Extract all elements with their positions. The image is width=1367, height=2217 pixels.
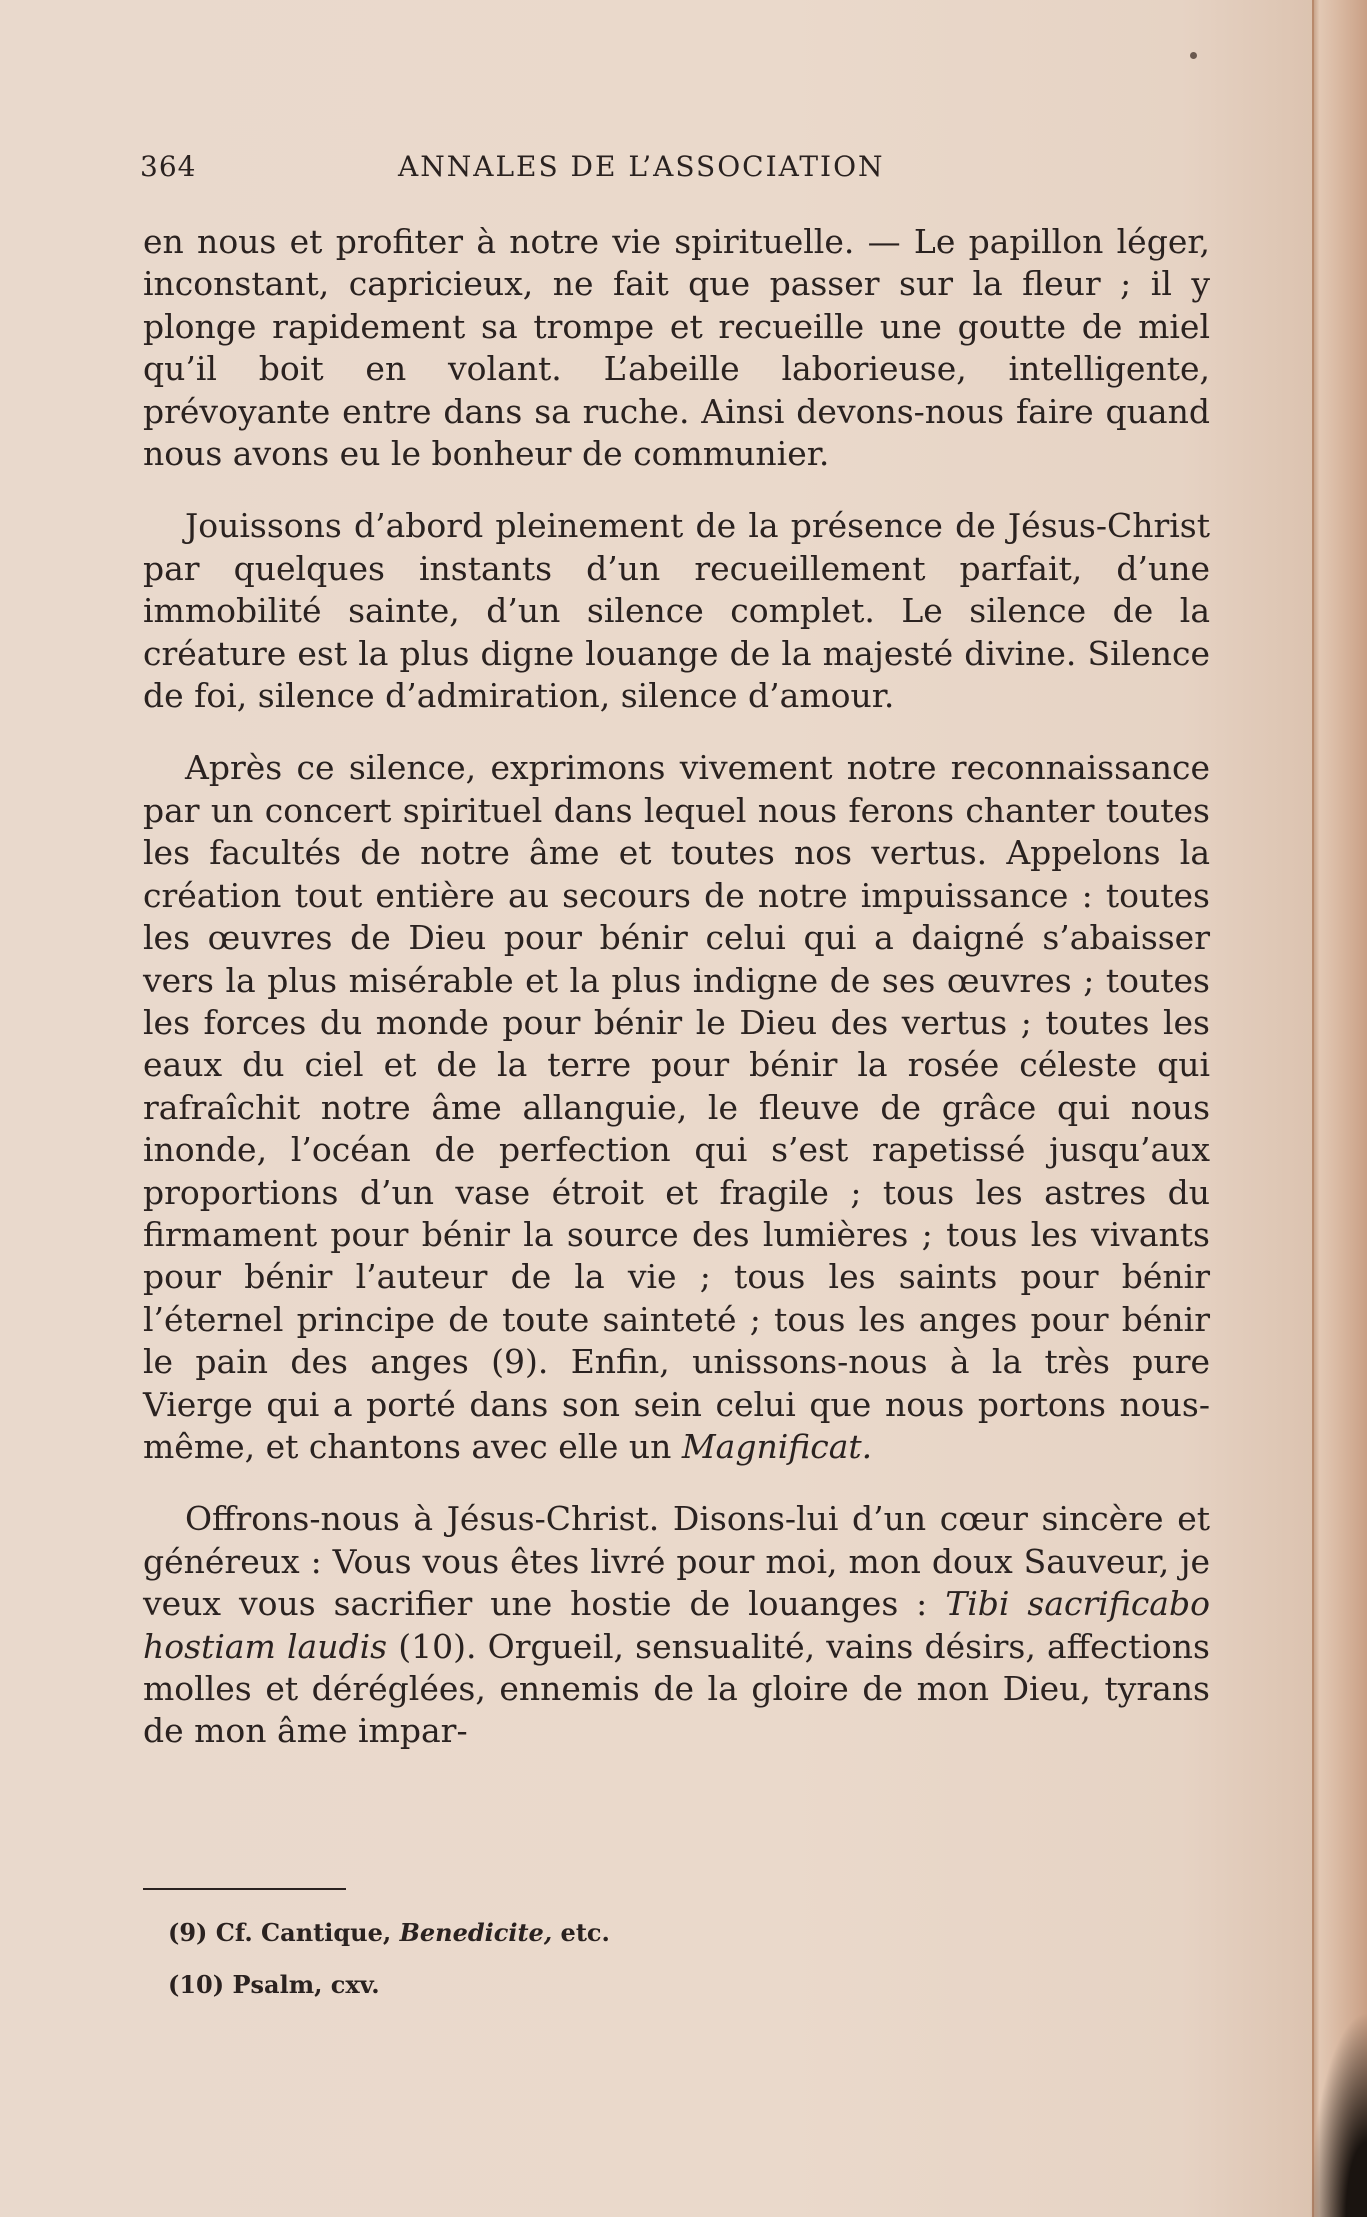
footnote-9-italic: Benedicite, <box>399 1918 553 1947</box>
page-corner-shadow <box>1300 1977 1367 2217</box>
paragraph-1: en nous et profiter à notre vie spirituelle. — Le papillon léger, inconstant, capricieux, ne fait que passer sur la fleur ; il y plonge rapidement sa trompe et recueille une goutte de miel qu’il boit en volant. L’abeille laborieuse, intelligente, prévoyante entre dans sa ruche. Ainsi devons-nous faire quand nous avons eu le bonheur de communier. <box>143 222 1210 474</box>
page-edge <box>1312 0 1367 2217</box>
paragraph-2: Jouissons d’abord pleinement de la présence de Jésus-Christ par quelques instants d’un recueillement parfait, d’une immobilité sainte, d’un silence complet. Le silence de la créature est la plus digne louange de la majesté divine. Silence de foi, silence d’admiration, silence d’amour. <box>143 506 1210 716</box>
footnote-10: (10) Psalm, cxv. <box>168 1970 380 1999</box>
paragraph-4-text: Offrons-nous à Jésus-Christ. Disons-lui d’un cœur sincère et généreux : Vous vous êtes livré pour moi, mon doux Sauveur, je veux vous sacrifier une hostie de louanges : <box>143 1499 1210 1624</box>
footnote-rule <box>143 1888 346 1890</box>
page-header <box>140 150 1210 190</box>
running-head: ANNALES DE L’ASSOCIATION <box>398 150 885 183</box>
paragraph-4-continuation: (10). Orgueil, sensualité, vains désirs, affections molles et déréglées, ennemis de la gloire de mon Dieu, tyrans de mon âme impar- <box>143 1626 1210 1751</box>
ink-speck <box>1190 52 1197 59</box>
footnote-9-prefix: (9) Cf. Cantique, <box>168 1918 400 1947</box>
magnificat-italic: Magnificat. <box>681 1426 873 1466</box>
page-number: 364 <box>140 150 197 183</box>
footnote-9 <box>168 1918 610 1947</box>
body-text <box>143 221 1210 1753</box>
paragraph-3 <box>143 747 1210 1468</box>
paragraph-4 <box>143 1498 1210 1752</box>
footnote-9-suffix: etc. <box>552 1918 610 1947</box>
tibi-italic: Tibi sacrificabo hostiam laudis <box>143 1584 1210 1666</box>
paragraph-3-text: Après ce silence, exprimons vivement notre reconnaissance par un concert spirituel dans lequel nous ferons chanter toutes les facultés de notre âme et toutes nos vertus. Appelons la création tout entière au secours de notre impuissance : toutes les œuvres de Dieu pour bénir celui qui a daigné s’abaisser vers la plus misérable et la plus indigne de ses œuvres ; toutes les forces du monde pour bénir le Dieu des vertus ; toutes les eaux du ciel et de la terre pour bénir la rosée céleste qui rafraîchit notre âme allanguie, le fleuve de grâce qui nous inonde, l’océan de perfection qui s’est rapetissé jusqu’aux proportions d’un vase étroit et fragile ; tous les astres du firmament pour bénir la source des lumières ; tous les vivants pour bénir l’auteur de la vie ; tous les saints pour bénir l’éternel principe de toute sainteté ; tous les anges pour bénir le pain des anges (9). Enfin, unissons-nous à la très pure Vierge qui a porté dans son sein celui que nous portons nous-même, et chantons avec elle un <box>143 748 1210 1466</box>
